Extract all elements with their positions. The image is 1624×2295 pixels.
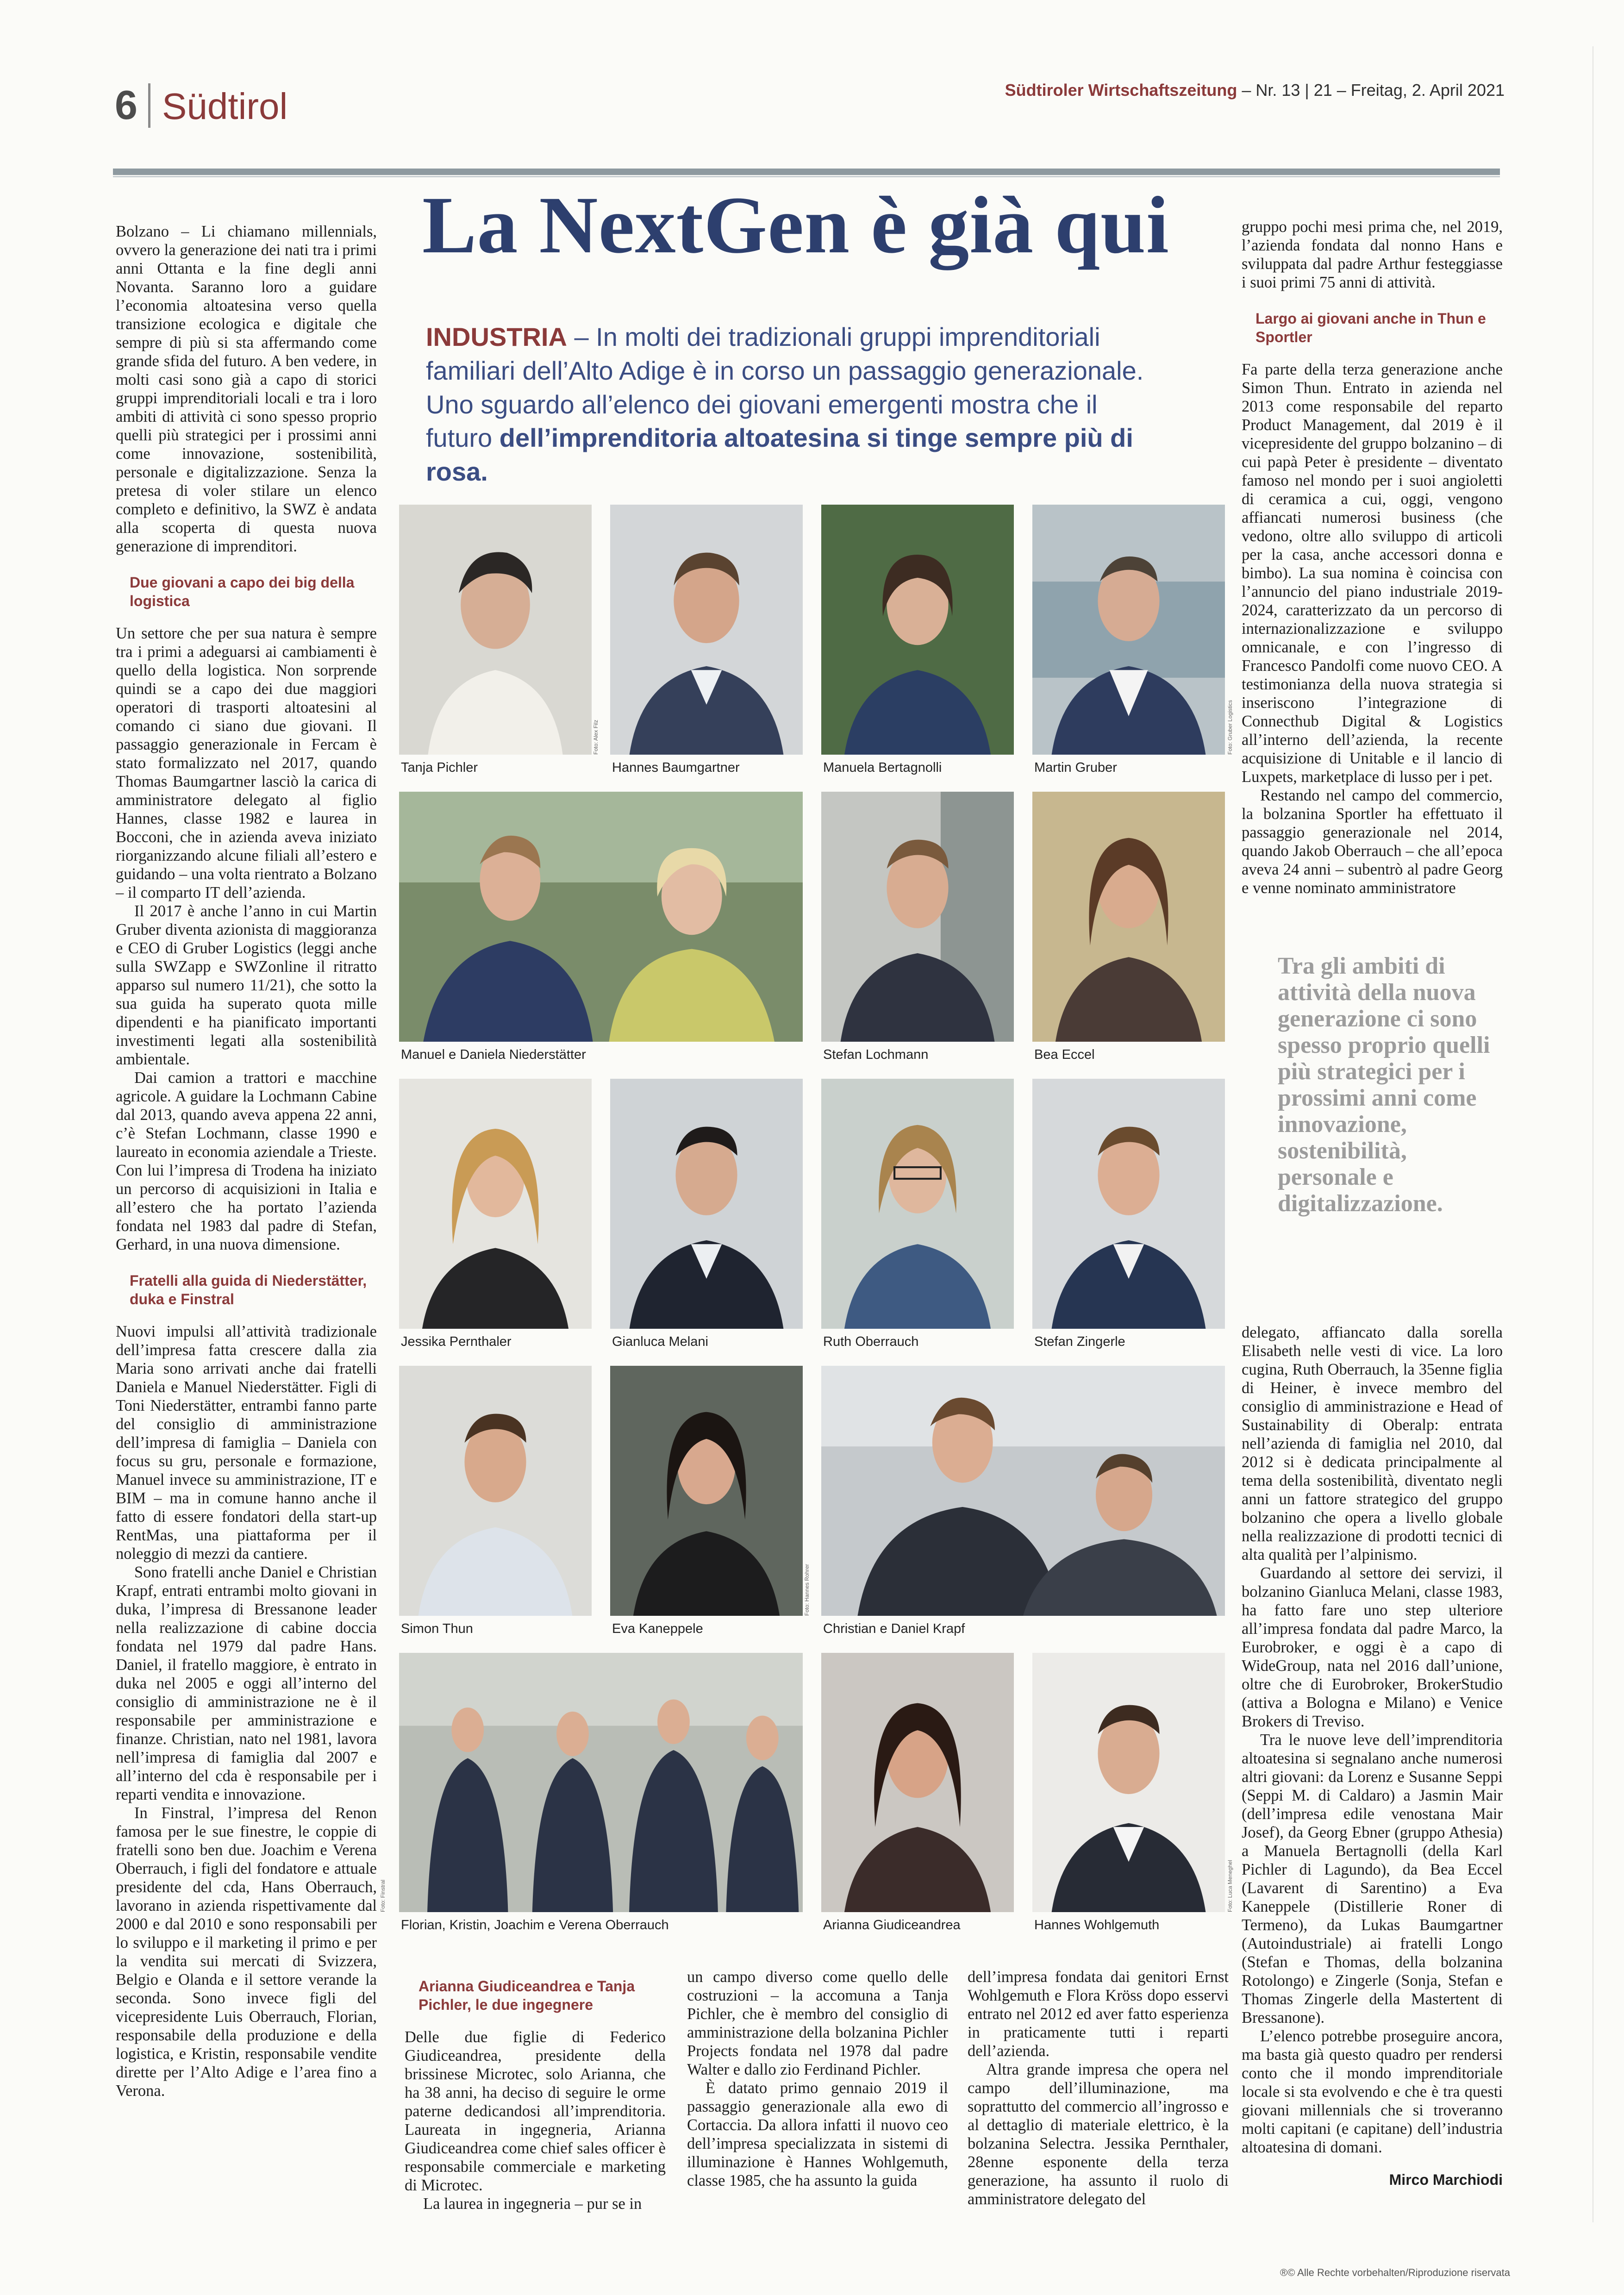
paragraph: Guardando al settore dei servizi, il bolzanino Gianluca Melani, classe 1983, ha fatto fare uno step ulteriore all’impresa fondata dal padre Marco, la Eurobroker, e oggi è a capo di WideGroup, nata nel 2016 dall’unione, oltre che di Eurobroker, BrokerStudio (attiva a Bologna e Milano) e Venice Brokers di Treviso. [1242,1564,1503,1730]
column-right-top [1242,218,1503,897]
portrait-photo [821,1653,1014,1912]
subheading: Due giovani a capo dei big della logistica [130,574,355,609]
column-left [116,222,377,2100]
paragraph: un campo diverso come quello delle costruzioni – la accomuna a Tanja Pichler, che è membro del consiglio di amministrazione della bolzanina Pichler Projects fondata nel 1978 dal padre Walter e dallo zio Ferdinand Pichler. [687,1968,948,2078]
portrait-photo [399,1079,592,1329]
section-name: Südtirol [162,86,288,127]
photo-caption: Hannes Baumgartner [612,760,740,775]
portrait-photo [1032,1079,1225,1329]
paragraph: È datato primo gennaio 2019 il passaggio generazionale alla ewo di Cortaccia. Da allora infatti il nuovo ceo dell’impresa specializzata in sistemi di illuminazione è Hannes Wohlgemuth, classe 1985, che ha assunto la guida [687,2079,948,2189]
paragraph: Sono fratelli anche Daniel e Christian Krapf, entrati entrambi molto giovani in duka, l’impresa di Bressanone leader nella realizzazione di cabine doccia fondata nel 1979 dal padre Hans. Daniel, il fratello maggiore, è entrato in duka nel 2005 e oggi all’interno del consiglio di amministrazione ne è il responsabile per amministrazione e finanze. Christian, nato nel 1981, lavora nell’impresa di famiglia dal 2007 e all’interno del cda è responsabile per i reparti vendita e innovazione. [116,1563,377,1803]
issue-date: – Nr. 13 | 21 – Freitag, 2. April 2021 [1237,81,1505,100]
paragraph: Il 2017 è anche l’anno in cui Martin Gruber diventa azionista di maggioranza e CEO di Gruber Logistics (leggi anche sulla SWZapp e SWZonline il ritratto apparso sul numero 11/21), che sotto la sua guida ha superato quota mille dipendenti e ha pianificato importanti investimenti legati alla sostenibilità ambientale. [116,902,377,1068]
pull-quote: Tra gli ambiti di attività della nuova generazione ci sono spesso proprio quelli più strategici per i prossimi anni come innovazione, sostenibilità, personale e digitalizzazione. [1278,953,1490,1217]
copyright-footer: ®© Alle Rechte vorbehalten/Riproduzione riservata [1280,2267,1510,2278]
portrait-photo [399,505,592,755]
photo-credit: Foto: Hannes Rohrer [804,1563,810,1616]
paragraph: La laurea in ingegneria – pur se in [423,2195,642,2213]
paragraph: Restando nel campo del commercio, la bolzanina Sportler ha effettuato il passaggio generazionale nel 2014, quando Jakob Oberrauch – che all’epoca aveva 24 anni – subentrò al padre Georg e venne nominato amministratore [1242,787,1503,897]
paragraph: Dai camion a trattori e macchine agricole. A guidare la Lochmann Cabine dal 2013, quando aveva appena 22 anni, c’è Stefan Lochmann, classe 1990 e laureato in economia aziendale a Trieste. Con lui l’impresa di Trodena ha iniziato un percorso di acquisizioni in Italia e all’estero che ha portato l’azienda fondata nel 1983 dal padre di Stefan, Gerhard, in una nuova dimensione. [116,1069,377,1253]
paragraph: Nuovi impulsi all’attività tradizionale dell’impresa fatta crescere dalla zia Maria sono arrivati anche dai fratelli Daniela e Manuel Niederstätter. Figli di Toni Niederstätter, entrambi fanno parte del consiglio di amministrazione dell’impresa di famiglia – Daniela con focus su gru, personale e formazione, Manuel invece su amministrazione, IT e BIM – ma in comune hanno anche il fatto di essere fondatori della start-up RentMas, una piattaforma per il noleggio di mezzi da cantiere. [116,1323,377,1563]
photo-caption: Bea Eccel [1034,1047,1095,1062]
portrait-photo [821,505,1014,755]
photo-caption: Florian, Kristin, Joachim e Verena Oberrauch [401,1918,669,1932]
portrait-photo [610,1366,803,1616]
subheading: Fratelli alla guida di Niederstätter, duka e Finstral [130,1272,367,1307]
header-rule [113,169,1500,175]
header-rule-thin [113,176,1500,177]
group-photo [821,1366,1225,1616]
paragraph: Fa parte della terza generazione anche Simon Thun. Entrato in azienda nel 2013 come responsabile del reparto Product Management, dal 2019 è il vicepresidente del gruppo bolzanino – di cui papà Peter è presidente – diventato famoso nel mondo per i suoi angioletti di ceramica a cui, oggi, vengono affiancati numerosi business (che vedono, oltre allo sviluppo di articoli per la casa, anche accessori donna e bimbo). La sua nomina è coincisa con l’annuncio del piano industriale 2019-2024, caratterizzato da un percorso di internazionalizzazione e sviluppo omnicanale, e con l’ingresso di Francesco Pandolfi come nuovo CEO. A testimonianza della nuova strategia si inseriscono l’integrazione di Connecthub Digital & Logistics all’interno dell’azienda, la recente acquisizione di Unitable e il lancio di Luxpets, marketplace di lusso per i pet. [1242,361,1503,786]
subheading: Arianna Giudiceandrea e Tanja Pichler, le due ingegnere [418,1978,635,2013]
portrait-photo [399,1366,592,1616]
paragraph: Delle due figlie di Federico Giudiceandrea, presidente della brissinese Microtec, solo Arianna, che ha 38 anni, ha deciso di seguire le orme paterne dedicandosi all’imprenditoria. Laureata in ingegneria, Arianna Giudiceandrea come chief sales officer è responsabile commerciale e marketing di Microtec. [405,2028,666,2194]
photo-caption: Martin Gruber [1034,760,1117,775]
photo-caption: Christian e Daniel Krapf [823,1621,965,1636]
photo-caption: Ruth Oberrauch [823,1334,919,1349]
photo-caption: Tanja Pichler [401,760,478,775]
photo-caption: Manuel e Daniela Niederstätter [401,1047,586,1062]
column-bottom-2 [687,1968,948,2190]
column-bottom-3 [968,1968,1229,2208]
paragraph: delegato, affiancato dalla sorella Elisabeth nelle vesti di vice. La loro cugina, Ruth Oberrauch, la 35enne figlia di Heiner, è invece membro del consiglio di amministrazione e Head of Sustainability di Oberalp: entrata nell’azienda di famiglia nel 2010, dal 2012 si è dedicata principalmente al tema della sostenibilità, diventato negli anni un fattore strategico del gruppo bolzanino che opera a livello globale nella realizzazione di prodotti tecnici di alta qualità per l’alpinismo. [1242,1324,1503,1563]
paragraph: Tra le nuove leve dell’imprenditoria altoatesina si segnalano anche numerosi altri giovani: da Lorenz e Susanne Seppi (Seppi M. di Caldaro) a Jasmin Mair (dell’impresa edile venostana Mair Josef), da Georg Ebner (gruppo Athesia) a Manuela Bertagnolli (della Karl Pichler di Lagundo), da Bea Eccel (Lavarent di Sarentino) a Eva Kaneppele (Distillerie Roner di Termeno), da Lukas Baumgartner (Autoindustriale) ai fratelli Longo (Stefan e Thomas, della bolzanina Rotolongo) e Zingerle (Sonja, Stefan e Thomas Zingerle della Mastertent di Bressanone). [1242,1731,1503,2026]
portrait-photo [610,1079,803,1329]
portrait-photo [1032,792,1225,1042]
column-bottom-1 [405,1977,666,2213]
article-kicker: INDUSTRIA [426,322,567,351]
paragraph: Altra grande impresa che opera nel campo dell’illuminazione, ma soprattutto del commercio all’ingrosso e al dettaglio di materiale elettrico, è la bolzanina Selectra. Jessika Pernthaler, 28enne esponente della terza generazione, ha assunto il ruolo di amministratore delegato del [968,2061,1229,2208]
author-signature: Mirco Marchiodi [1389,2171,1503,2188]
photo-caption: Gianluca Melani [612,1334,708,1349]
photo-caption: Arianna Giudiceandrea [823,1918,961,1932]
photo-caption: Hannes Wohlgemuth [1034,1918,1160,1932]
issue-line [1005,81,1505,100]
photo-caption: Stefan Zingerle [1034,1334,1125,1349]
portrait-photo [1032,505,1225,755]
portrait-photo [821,792,1014,1042]
lead-text: – In molti dei tradizionali gruppi imprenditoriali familiari dell’Alto Adige è in corso un passaggio generazionale. Uno sguardo all’elenco dei giovani emergenti mostra che il futuro [426,322,1144,453]
paragraph: Bolzano – Li chiamano millennials, ovvero la generazione dei nati tra i primi anni Ottanta e la fine degli anni Novanta. Saranno loro a guidare l’economia altoatesina verso quella transizione ecologica e digitale che sempre di più si sta affermando come grande sfida del futuro. A ben vedere, in molti casi sono già a capo di storici gruppi imprenditoriali locali e tra i loro ambiti di attività ci sono spesso proprio quelli più strategici per i prossimi anni come innovazione, sostenibilità, personale e digitalizzazione. Senza la pretesa di voler stilare un elenco completo e definitivo, la SWZ è andata alla scoperta di questa nuova generazione di imprenditori. [116,223,377,555]
subheading: Largo ai giovani anche in Thun e Sportler [1255,310,1486,345]
photo-credit: Foto: Gruber Logistics [1227,700,1233,755]
article-title: La NextGen è già qui [422,180,1169,270]
portrait-photo [821,1079,1014,1329]
photo-caption: Eva Kaneppele [612,1621,703,1636]
paragraph: Un settore che per sua natura è sempre tra i primi a adeguarsi ai cambiamenti è quello della logistica. Non sorprende quindi se a capo dei due maggiori operatori di trasporti altoatesini al comando ci siano due giovani. Il passaggio generazionale in Fercam è stato formalizzato nel 2017, quando Thomas Baumgartner lasciò la carica di amministratore delegato al figlio Hannes, classe 1982 e laurea in Bocconi, che in azienda aveva iniziato riorganizzando alcune filiali all’estero e guidando – una volta rientrato a Bolzano – il comparto IT dell’azienda. [116,625,377,901]
paragraph: L’elenco potrebbe proseguire ancora, ma basta già questo quadro per rendersi conto che il mondo imprenditoriale locale si sta evolvendo e che è tra questi giovani millennials che si troveranno molti capitani (e capitane) dell’industria altoatesina di domani. [1242,2027,1503,2156]
page-number: 6 [115,82,137,128]
photo-caption: Simon Thun [401,1621,473,1636]
photo-caption: Jessika Pernthaler [401,1334,512,1349]
article-lead [426,320,1167,489]
paragraph: In Finstral, l’impresa del Renon famosa per le sue finestre, le coppie di fratelli sono ben due. Joachim e Verena Oberrauch, i figli del fondatore e attuale presidente del cda, Hans Oberrauch, lavorano in azienda rispettivamente dal 2000 e dal 2010 e sono responsabili per lo sviluppo e il marketing il primo e per la vendita sui mercati di Svizzera, Belgio e Olanda e il settore verande la seconda. Sono invece figli del vicepresidente Luis Oberrauch, Florian, responsabile della produzione e della logistica, e Kristin, responsabile vendite dirette per l’Alto Adige e l’area fino a Verona. [116,1804,377,2100]
group-photo [399,792,803,1042]
column-right-bottom [1242,1323,1503,2189]
lead-strong: dell’imprenditoria altoatesina si tinge sempre più di rosa. [426,423,1133,487]
portrait-photo [610,505,803,755]
paragraph: gruppo pochi mesi prima che, nel 2019, l’azienda fondata dal nonno Hans e sviluppata dal padre Arthur festeggiasse i suoi primi 75 anni di attività. [1242,218,1503,291]
header-divider [148,83,150,128]
photo-credit: Foto: Alex Filz [593,719,599,755]
photo-credit: Foto: Finstral [380,1879,386,1912]
group-photo [399,1653,803,1912]
photo-caption: Stefan Lochmann [823,1047,929,1062]
portrait-photo [1032,1653,1225,1912]
photo-credit: Foto: Luca Meneghel [1227,1860,1233,1912]
paragraph: dell’impresa fondata dai genitori Ernst Wohlgemuth e Flora Kröss dopo esservi entrato nel 2012 ed aver fatto esperienza in praticamente tutti i reparti dell’azienda. [968,1968,1229,2060]
photo-caption: Manuela Bertagnolli [823,760,942,775]
publication-name: Südtiroler Wirtschaftszeitung [1005,81,1237,100]
